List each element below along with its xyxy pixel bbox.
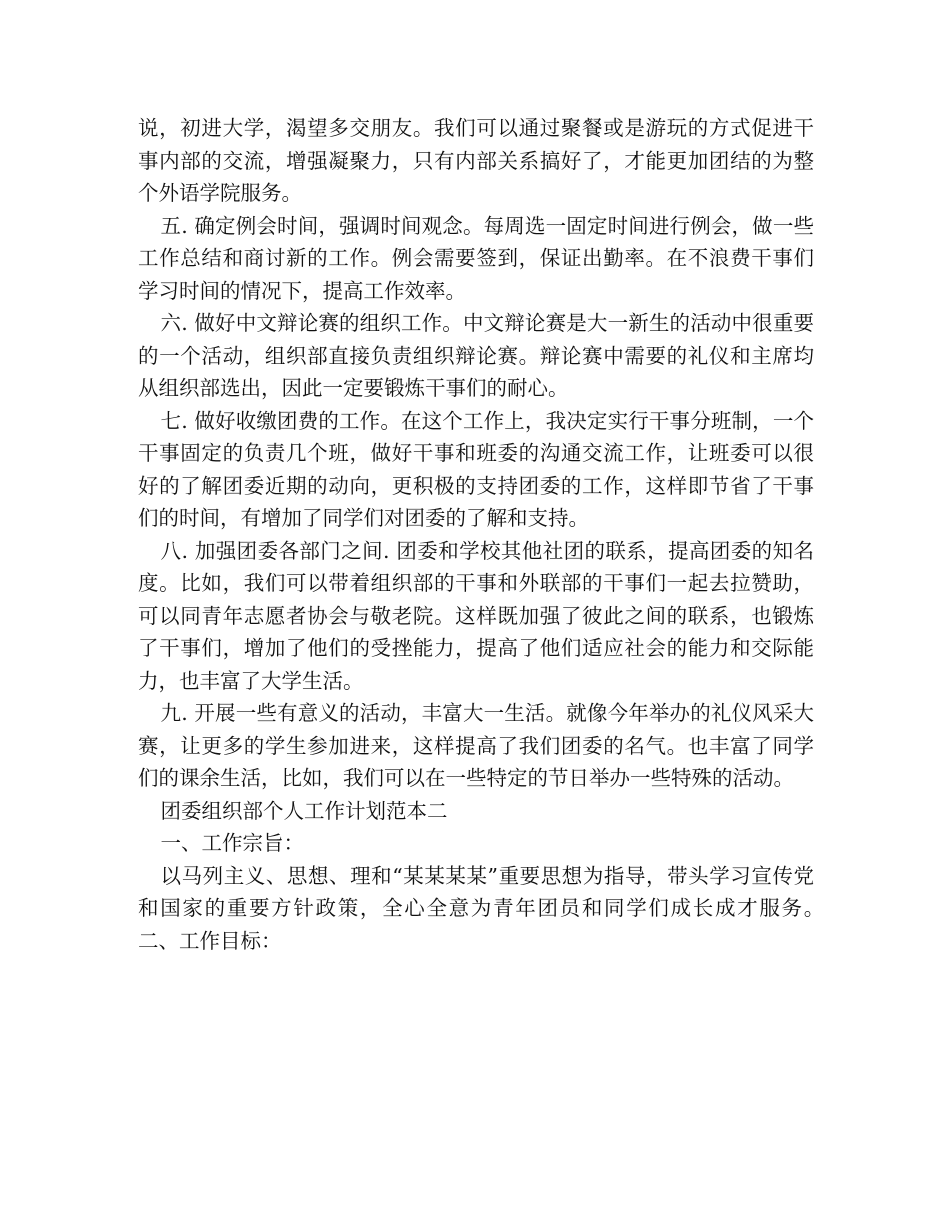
paragraph-continued-intro: 说，初进大学，渴望多交朋友。我们可以通过聚餐或是游玩的方式促进干事内部的交流，增强凝聚力，只有内部关系搞好了，才能更加团结的为整个外语学院服务。 <box>138 116 814 205</box>
section-heading-sample-two: 团委组织部个人工作计划范本二 <box>160 798 448 823</box>
document-page <box>138 112 855 957</box>
paragraph-item-9-activities: 九. 开展一些有意义的活动，丰富大一生活。就像今年举办的礼仪风采大赛，让更多的学生参加进来，这样提高了我们团委的名气。也丰富了同学们的课余生活，比如，我们可以在一些特定的节日举办一些特殊的活动。 <box>138 701 814 790</box>
paragraph-item-5-meeting-time: 五. 确定例会时间，强调时间观念。每周选一固定时间进行例会，做一些工作总结和商讨新的工作。例会需要签到，保证出勤率。在不浪费干事们学习时间的情况下，提高工作效率。 <box>138 213 814 303</box>
paragraph-item-7-league-fees: 七. 做好收缴团费的工作。在这个工作上，我决定实行干事分班制，一个干事固定的负责几个班，做好干事和班委的沟通交流工作，让班委可以很好的了解团委近期的动向，更积极的支持团委的工作，这样即节省了干事们的时间，有增加了同学们对团委的了解和支持。 <box>138 408 814 530</box>
paragraph-guiding-ideology: 以马列主义、思想、理和“某某某某”重要思想为指导，带头学习宣传党和国家的重要方针政策，全心全意为青年团员和同学们成长成才服务。 二、工作目标： <box>138 863 855 953</box>
paragraph-item-8-cooperation: 八. 加强团委各部门之间. 团委和学校其他社团的联系，提高团委的知名度。比如，我们可以带着组织部的干事和外联部的干事们一起去拉赞助，可以同青年志愿者协会与敬老院。这样既加强了彼此之间的联系，也锻炼了干事们，增加了他们的受挫能力，提高了他们适应社会的能力和交际能力，也丰富了大学生活。 <box>138 538 814 693</box>
subheading-work-purpose: 一、工作宗旨： <box>160 831 305 855</box>
paragraph-item-6-debate: 六. 做好中文辩论赛的组织工作。中文辩论赛是大一新生的活动中很重要的一个活动，组织部直接负责组织辩论赛。辩论赛中需要的礼仪和主席均从组织部选出，因此一定要锻炼干事们的耐心。 <box>138 311 814 400</box>
